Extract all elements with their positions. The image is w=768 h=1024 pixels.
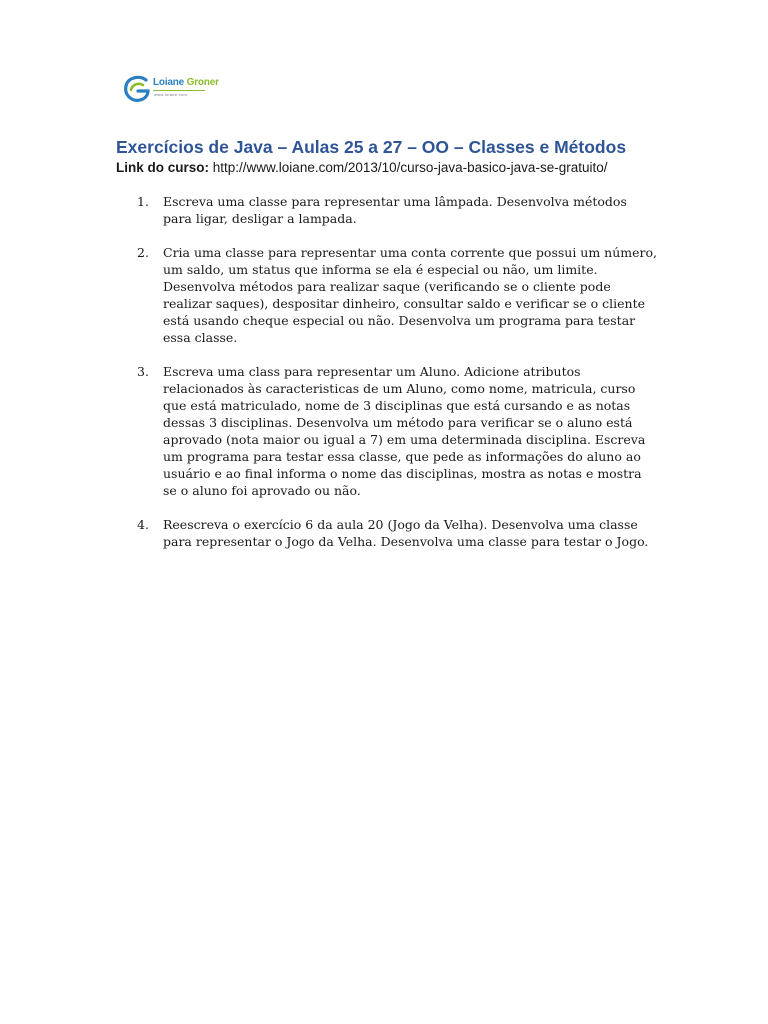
exercise-number: 4. — [137, 517, 149, 532]
exercise-number: 3. — [137, 364, 149, 379]
course-link-url[interactable]: http://www.loiane.com/2013/10/curso-java-basico-java-se-gratuito/ — [212, 160, 608, 175]
exercise-text: Escreva uma classe para representar uma lâmpada. Desenvolva métodos para ligar, desligar a lampada. — [163, 194, 627, 226]
logo-tagline: www.loiane.com — [154, 92, 188, 97]
course-link-label: Link do curso: — [116, 160, 210, 175]
loiane-groner-logo-icon — [122, 74, 152, 104]
exercise-item — [137, 516, 657, 550]
exercise-text: Cria uma classe para representar uma conta corrente que possui um número, um saldo, um status que informa se ela é especial ou não, um limite. Desenvolva métodos para realizar saque (verificando se o cliente pode realizar saques), despositar dinheiro, consultar saldo e verificar se o cliente está usando cheque especial ou não. Desenvolva um programa para testar essa classe. — [163, 245, 658, 345]
exercise-text: Reescreva o exercício 6 da aula 20 (Jogo da Velha). Desenvolva uma classe para representar o Jogo da Velha. Desenvolva uma classe para testar o Jogo. — [163, 517, 649, 549]
exercise-text: Escreva uma class para representar um Aluno. Adicione atributos relacionados às caracteristicas de um Aluno, como nome, matricula, curso que está matriculado, nome de 3 disciplinas que está cursando e as notas dessas 3 disciplinas. Desenvolva um método para verificar se o aluno está aprovado (nota maior ou igual a 7) em uma determinada disciplina. Escreva um programa para testar essa classe, que pede as informações do aluno ao usuário e ao final informa o nome das disciplinas, mostra as notas e mostra se o aluno foi aprovado ou não. — [163, 364, 646, 498]
exercise-item — [137, 193, 657, 227]
logo-name-second: Groner — [186, 77, 219, 88]
exercise-number: 1. — [137, 194, 149, 209]
logo-name-first: Loiane — [153, 77, 185, 88]
document-title: Exercícios de Java – Aulas 25 a 27 – OO – Classes e Métodos — [116, 137, 627, 157]
exercise-number: 2. — [137, 245, 149, 260]
logo — [122, 72, 222, 106]
exercise-item — [137, 363, 657, 499]
exercise-item — [137, 244, 657, 346]
exercise-list — [137, 193, 657, 567]
course-link-line — [116, 159, 607, 177]
logo-rule — [153, 90, 205, 91]
logo-name — [153, 77, 219, 89]
